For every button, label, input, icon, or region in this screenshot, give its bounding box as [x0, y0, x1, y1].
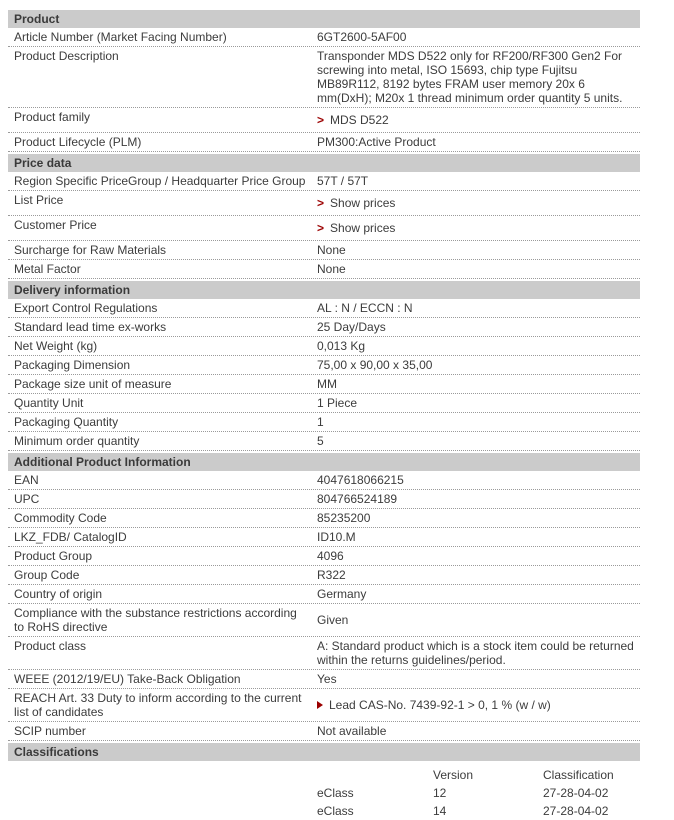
row-quantity-unit	[8, 394, 640, 413]
row-value: 1	[317, 415, 324, 429]
row-region-specific-pricegroup-headquarter-price-group	[8, 172, 640, 191]
row-country-of-origin	[8, 585, 640, 604]
row-value: MM	[317, 377, 337, 391]
row-label: Region Specific PriceGroup / Headquarter Price Group	[14, 174, 306, 188]
row-label: Product Group	[14, 549, 93, 563]
classification-code: 27-28-04-02	[543, 804, 609, 818]
row-value-cell	[317, 191, 640, 215]
row-value: ID10.M	[317, 530, 356, 544]
row-value-cell	[317, 318, 640, 336]
row-value-cell	[317, 585, 640, 603]
row-label: UPC	[14, 492, 40, 506]
row-label: Product class	[14, 639, 87, 653]
classification-code: 27-28-04-02	[543, 786, 609, 800]
row-lkz-fdb-catalogid	[8, 528, 640, 547]
row-reach-art-33-duty-to-inform-according-to-the-current-list-of-candidates	[8, 689, 640, 722]
row-label: Quantity Unit	[14, 396, 84, 410]
column-header-system	[317, 766, 433, 784]
spacer	[8, 766, 317, 784]
row-value-cell	[317, 28, 640, 46]
row-product-family	[8, 108, 640, 133]
row-net-weight-kg	[8, 337, 640, 356]
row-label: Net Weight (kg)	[14, 339, 98, 353]
row-label: Article Number (Market Facing Number)	[14, 30, 227, 44]
row-label: Commodity Code	[14, 511, 107, 525]
row-surcharge-for-raw-materials	[8, 241, 640, 260]
row-value: 25 Day/Days	[317, 320, 386, 334]
row-value: 57T / 57T	[317, 174, 369, 188]
row-value-cell	[317, 260, 640, 278]
row-label: SCIP number	[14, 724, 86, 738]
row-value: 804766524189	[317, 492, 398, 506]
row-value: 0,013 Kg	[317, 339, 366, 353]
row-value: 6GT2600-5AF00	[317, 30, 407, 44]
row-value: PM300:Active Product	[317, 135, 436, 149]
classification-version: 14	[433, 804, 447, 818]
row-value-cell	[317, 216, 640, 240]
classification-row	[8, 802, 640, 820]
row-value-cell	[317, 356, 640, 374]
row-value-cell	[317, 241, 640, 259]
classifications-table	[8, 766, 640, 820]
row-packaging-quantity	[8, 413, 640, 432]
row-value-cell	[317, 637, 640, 669]
link-label: Show prices	[330, 196, 396, 210]
section-header-additional-product-information: Additional Product Information	[8, 453, 640, 471]
chevron-right-icon: >	[317, 221, 325, 235]
row-value-cell	[317, 337, 640, 355]
row-value-cell	[317, 172, 640, 190]
row-label: REACH Art. 33 Duty to inform according to the current list of candidates	[14, 691, 302, 719]
row-customer-price	[8, 216, 640, 241]
product-family-link[interactable]	[317, 113, 389, 127]
row-standard-lead-time-ex-works	[8, 318, 640, 337]
row-product-class	[8, 637, 640, 670]
row-ean	[8, 471, 640, 490]
product-details-table	[8, 10, 640, 820]
row-value: Yes	[317, 672, 337, 686]
arrow-right-icon	[317, 701, 323, 709]
row-value: None	[317, 243, 346, 257]
row-label: Product Description	[14, 49, 119, 63]
row-value-cell	[317, 722, 640, 740]
row-value-cell	[317, 375, 640, 393]
row-label: Metal Factor	[14, 262, 81, 276]
row-export-control-regulations	[8, 299, 640, 318]
link-label: MDS D522	[330, 113, 389, 127]
classification-system: eClass	[317, 804, 354, 818]
row-value: AL : N / ECCN : N	[317, 301, 413, 315]
row-value-cell	[317, 490, 640, 508]
row-value: Given	[317, 613, 349, 627]
row-value: A: Standard product which is a stock item could be returned within the returns guidelines/period.	[317, 639, 634, 667]
row-weee-2012-19-eu-take-back-obligation	[8, 670, 640, 689]
row-value: 5	[317, 434, 324, 448]
row-value-cell	[317, 509, 640, 527]
row-value-cell	[317, 696, 640, 714]
classification-version: 12	[433, 786, 447, 800]
row-label: Group Code	[14, 568, 80, 582]
link-label: Show prices	[330, 221, 396, 235]
section-header-price-data: Price data	[8, 154, 640, 172]
row-value: 4096	[317, 549, 344, 563]
row-label: Packaging Dimension	[14, 358, 131, 372]
row-value-cell	[317, 133, 640, 151]
row-label: Packaging Quantity	[14, 415, 119, 429]
row-label: Package size unit of measure	[14, 377, 172, 391]
row-minimum-order-quantity	[8, 432, 640, 451]
customer-price-link[interactable]	[317, 221, 395, 235]
row-value: Not available	[317, 724, 387, 738]
row-label: Surcharge for Raw Materials	[14, 243, 167, 257]
row-label: Minimum order quantity	[14, 434, 140, 448]
row-value: Transponder MDS D522 only for RF200/RF300 Gen2 For screwing into metal, ISO 15693, chip type Fujitsu MB89R112, 8192 bytes FRAM user memory 20x 6 mm(DxH); M20x 1 thread minimum order quantity 5 units.	[317, 49, 623, 105]
section-header-classifications: Classifications	[8, 743, 640, 761]
row-value-cell	[317, 47, 640, 107]
section-header-product: Product	[8, 10, 640, 28]
row-product-lifecycle-plm	[8, 133, 640, 152]
chevron-right-icon: >	[317, 113, 325, 127]
row-label: WEEE (2012/19/EU) Take-Back Obligation	[14, 672, 241, 686]
row-value: Germany	[317, 587, 367, 601]
row-metal-factor	[8, 260, 640, 279]
row-label: Product family	[14, 110, 91, 124]
row-value: 4047618066215	[317, 473, 404, 487]
row-value: 1 Piece	[317, 396, 358, 410]
chevron-right-icon: >	[317, 196, 325, 210]
classification-system: eClass	[317, 786, 354, 800]
row-article-number-market-facing-number	[8, 28, 640, 47]
row-value-cell	[317, 413, 640, 431]
row-value-cell	[317, 394, 640, 412]
row-product-description	[8, 47, 640, 108]
row-label: LKZ_FDB/ CatalogID	[14, 530, 127, 544]
row-value-cell	[317, 528, 640, 546]
row-label: Compliance with the substance restrictions according to RoHS directive	[14, 606, 297, 634]
row-value-cell	[317, 670, 640, 688]
row-compliance-with-the-substance-restrictions-according-to-rohs-directive	[8, 604, 640, 637]
row-commodity-code	[8, 509, 640, 528]
classifications-header-row	[8, 766, 640, 784]
row-label: Export Control Regulations	[14, 301, 158, 315]
row-label: Country of origin	[14, 587, 103, 601]
column-header-classification: Classification	[543, 768, 614, 782]
row-value: R322	[317, 568, 346, 582]
row-label: EAN	[14, 473, 39, 487]
row-scip-number	[8, 722, 640, 741]
row-packaging-dimension	[8, 356, 640, 375]
row-label: Product Lifecycle (PLM)	[14, 135, 142, 149]
row-label: Standard lead time ex-works	[14, 320, 167, 334]
section-header-delivery-information: Delivery information	[8, 281, 640, 299]
row-package-size-unit-of-measure	[8, 375, 640, 394]
substance-item	[317, 698, 551, 712]
row-value-cell	[317, 108, 640, 132]
row-value: 85235200	[317, 511, 371, 525]
row-product-group	[8, 547, 640, 566]
row-label: List Price	[14, 193, 64, 207]
row-value-cell	[317, 611, 640, 629]
row-value-cell	[317, 471, 640, 489]
row-group-code	[8, 566, 640, 585]
row-value-cell	[317, 432, 640, 450]
row-value: 75,00 x 90,00 x 35,00	[317, 358, 433, 372]
spacer	[8, 802, 317, 820]
spacer	[8, 784, 317, 802]
list-price-link[interactable]	[317, 196, 395, 210]
row-value-cell	[317, 299, 640, 317]
row-value: None	[317, 262, 346, 276]
row-value: Lead CAS-No. 7439-92-1 > 0, 1 % (w / w)	[329, 698, 551, 712]
column-header-version: Version	[433, 768, 474, 782]
classification-row	[8, 784, 640, 802]
row-value-cell	[317, 547, 640, 565]
row-value-cell	[317, 566, 640, 584]
row-label: Customer Price	[14, 218, 97, 232]
row-upc	[8, 490, 640, 509]
row-list-price	[8, 191, 640, 216]
